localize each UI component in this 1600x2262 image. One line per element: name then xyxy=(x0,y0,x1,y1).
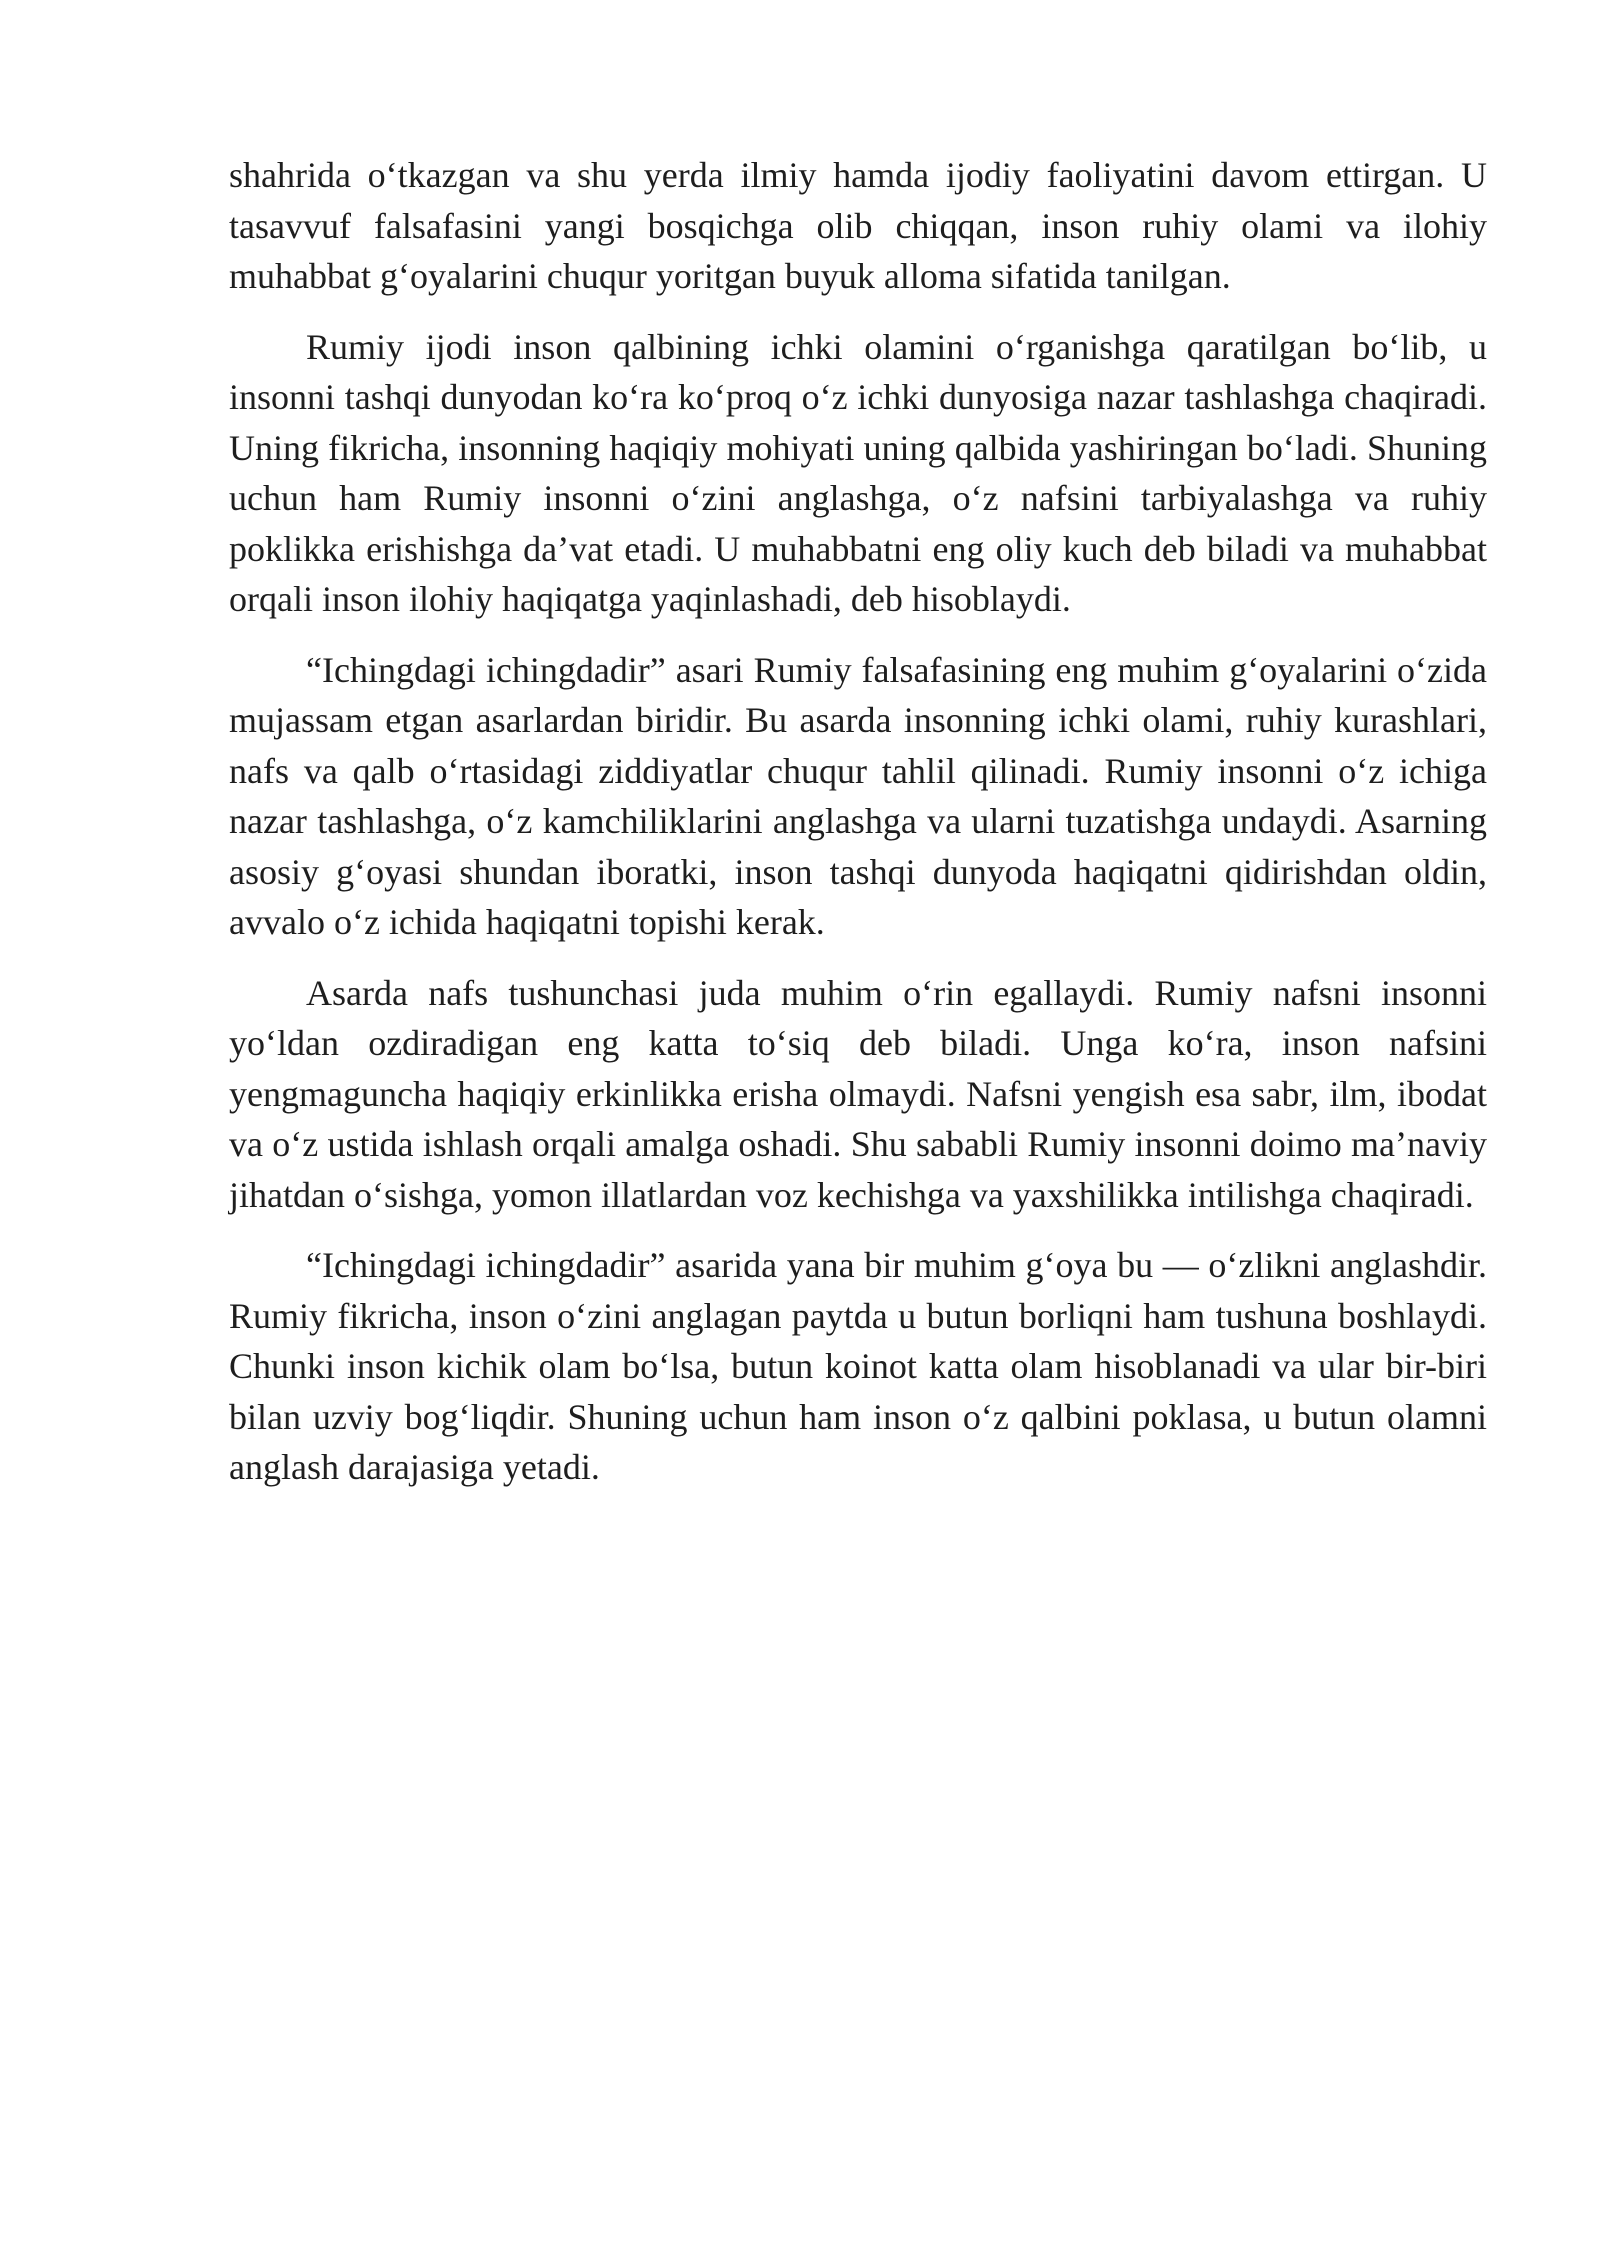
paragraph-continuation: shahrida o‘tkazgan va shu yerda ilmiy hamda ijodiy faoliyatini davom ettirgan. U tasavvuf falsafasini yangi bosqichga olib chiqqan, inson ruhiy olami va ilohiy muhabbat g‘oyalarini chuqur yoritgan buyuk alloma sifatida tanilgan. xyxy=(229,155,1487,296)
paragraph-nafs-tushunchasi: Asarda nafs tushunchasi juda muhim o‘rin egallaydi. Rumiy nafsni insonni yo‘ldan ozdiradigan eng katta to‘siq deb biladi. Unga ko‘ra, inson nafsini yengmaguncha haqiqiy erkinlikka erisha olmaydi. Nafsni yengish esa sabr, ilm, ibodat va o‘z ustida ishlash orqali amalga oshadi. Shu sababli Rumiy insonni doimo ma’naviy jihatdan o‘sishga, yomon illatlardan voz kechishga va yaxshilikka intilishga chaqiradi. xyxy=(229,972,1487,1215)
paragraph-ichingdagi-asari: “Ichingdagi ichingdadir” asari Rumiy falsafasining eng muhim g‘oyalarini o‘zida mujassam etgan asarlardan biridir. Bu asarda insonning ichki olami, ruhiy kurashlari, nafs va qalb o‘rtasidagi ziddiyatlar chuqur tahlil qilinadi. Rumiy insonni o‘z ichiga nazar tashlashga, o‘z kamchiliklarini anglashga va ularni tuzatishga undaydi. Asarning asosiy g‘oyasi shundan iboratki, inson tashqi dunyoda haqiqatni qidirishdan oldin, avvalo o‘z ichida haqiqatni topishi kerak. xyxy=(229,649,1487,942)
paragraph-ozlikni-anglash: “Ichingdagi ichingdadir” asarida yana bir muhim g‘oya bu — o‘zlikni anglashdir. Rumiy fikricha, inson o‘zini anglagan paytda u butun borliqni ham tushuna boshlaydi. Chunki inson kichik olam bo‘lsa, butun koinot katta olam hisoblanadi va ular bir-biri bilan uzviy bog‘liqdir. Shuning uchun ham inson o‘z qalbini poklasa, u butun olamni anglash darajasiga yetadi. xyxy=(229,1245,1487,1487)
paragraph-rumiy-ijodi: Rumiy ijodi inson qalbining ichki olamini o‘rganishga qaratilgan bo‘lib, u insonni tashqi dunyodan ko‘ra ko‘proq o‘z ichki dunyosiga nazar tashlashga chaqiradi. Uning fikricha, insonning haqiqiy mohiyati uning qalbida yashiringan bo‘ladi. Shuning uchun ham Rumiy insonni o‘zini anglashga, o‘z nafsini tarbiyalashga va ruhiy poklikka erishishga da’vat etadi. U muhabbatni eng oliy kuch deb biladi va muhabbat orqali inson ilohiy haqiqatga yaqinlashadi, deb hisoblaydi. xyxy=(229,326,1487,619)
document-page xyxy=(229,150,1487,1513)
